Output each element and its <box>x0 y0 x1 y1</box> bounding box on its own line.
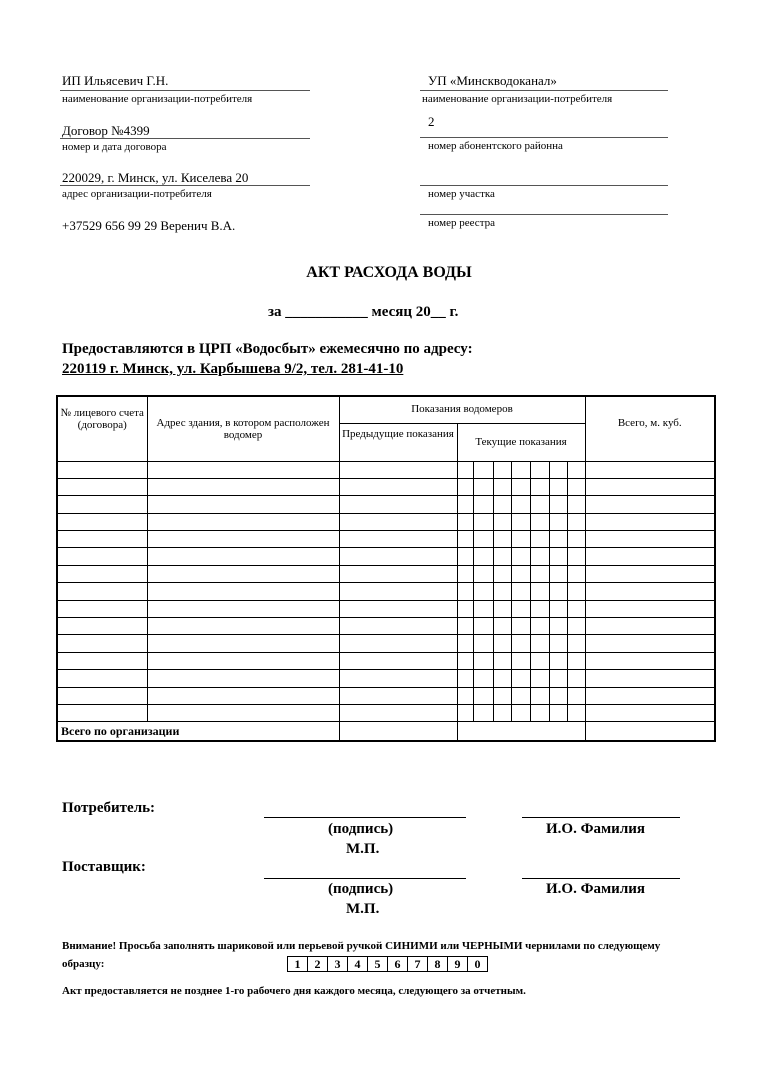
table-cell[interactable] <box>567 461 585 478</box>
site-caption: номер участка <box>428 188 495 200</box>
table-cell[interactable] <box>339 478 457 495</box>
table-cell[interactable] <box>57 583 147 600</box>
table-cell[interactable] <box>457 704 473 721</box>
table-cell[interactable] <box>147 513 339 530</box>
table-cell[interactable] <box>457 496 473 513</box>
table-cell[interactable] <box>585 670 715 687</box>
table-cell[interactable] <box>585 618 715 635</box>
table-cell[interactable] <box>549 565 567 582</box>
table-cell[interactable] <box>339 704 457 721</box>
table-row <box>57 531 715 548</box>
table-cell[interactable] <box>493 496 511 513</box>
table-cell[interactable] <box>473 565 493 582</box>
table-cell[interactable] <box>339 583 457 600</box>
table-cell[interactable] <box>585 652 715 669</box>
table-cell[interactable] <box>530 565 549 582</box>
table-cell[interactable] <box>147 618 339 635</box>
table-cell[interactable] <box>549 618 567 635</box>
table-cell[interactable] <box>473 618 493 635</box>
table-cell[interactable] <box>530 513 549 530</box>
table-cell[interactable] <box>511 600 530 617</box>
table-cell[interactable] <box>567 548 585 565</box>
table-cell[interactable] <box>585 635 715 652</box>
table-cell[interactable] <box>457 635 473 652</box>
table-cell[interactable] <box>585 687 715 704</box>
table-cell[interactable] <box>147 583 339 600</box>
table-cell[interactable] <box>511 461 530 478</box>
table-cell[interactable] <box>585 461 715 478</box>
table-cell[interactable] <box>493 461 511 478</box>
table-cell[interactable] <box>567 513 585 530</box>
table-cell[interactable] <box>493 531 511 548</box>
table-cell[interactable] <box>567 635 585 652</box>
table-cell[interactable] <box>585 531 715 548</box>
period-line: за ___________ месяц 20__ г. <box>268 304 459 320</box>
table-cell[interactable] <box>473 635 493 652</box>
table-cell[interactable] <box>549 635 567 652</box>
table-cell[interactable] <box>57 478 147 495</box>
sample-digit: 3 <box>328 957 348 972</box>
table-cell[interactable] <box>147 600 339 617</box>
submission-line-1: Предоставляются в ЦРП «Водосбыт» ежемесячно по адресу: <box>62 341 473 357</box>
district-caption: номер абонентского районна <box>428 140 563 152</box>
consumer-org-value: ИП Ильясевич Г.Н. <box>62 73 169 88</box>
table-cell[interactable] <box>567 687 585 704</box>
table-cell[interactable] <box>57 565 147 582</box>
table-cell[interactable] <box>585 600 715 617</box>
table-cell[interactable] <box>567 670 585 687</box>
site-line <box>420 185 668 186</box>
consumer-address-line <box>60 185 310 186</box>
table-cell[interactable] <box>147 652 339 669</box>
table-cell[interactable] <box>530 652 549 669</box>
table-cell[interactable] <box>567 652 585 669</box>
table-cell[interactable] <box>457 618 473 635</box>
table-cell[interactable] <box>585 583 715 600</box>
table-cell[interactable] <box>493 565 511 582</box>
table-cell[interactable] <box>567 565 585 582</box>
sample-digit: 8 <box>428 957 448 972</box>
table-cell[interactable] <box>147 496 339 513</box>
table-cell[interactable] <box>511 652 530 669</box>
sample-digit: 9 <box>448 957 468 972</box>
table-cell[interactable] <box>457 652 473 669</box>
attention-note: Внимание! Просьба заполнять шариковой или перьевой ручкой СИНИМИ или ЧЕРНЫМИ чернилами по следующему образцу: <box>62 940 661 970</box>
sample-digit: 2 <box>308 957 328 972</box>
table-cell[interactable] <box>549 600 567 617</box>
consumer-name-caption: И.О. Фамилия <box>546 821 646 837</box>
table-cell[interactable] <box>530 531 549 548</box>
contract-line <box>60 138 310 139</box>
col-current-header: Текущие показания <box>457 423 585 461</box>
table-cell[interactable] <box>339 461 457 478</box>
table-cell[interactable] <box>585 565 715 582</box>
table-cell[interactable] <box>57 461 147 478</box>
supplier-name-caption: И.О. Фамилия <box>546 881 646 897</box>
sample-digit: 7 <box>408 957 428 972</box>
table-cell[interactable] <box>549 461 567 478</box>
table-cell[interactable] <box>530 600 549 617</box>
table-cell[interactable] <box>567 496 585 513</box>
table-cell[interactable] <box>511 565 530 582</box>
table-cell[interactable] <box>530 478 549 495</box>
table-cell[interactable] <box>530 618 549 635</box>
table-cell[interactable] <box>511 478 530 495</box>
consumer-org-line <box>60 90 310 91</box>
table-cell[interactable] <box>57 496 147 513</box>
table-row <box>57 496 715 513</box>
table-cell[interactable] <box>473 531 493 548</box>
table-cell[interactable] <box>493 687 511 704</box>
table-cell[interactable] <box>473 687 493 704</box>
table-cell[interactable] <box>473 461 493 478</box>
table-cell[interactable] <box>339 496 457 513</box>
table-row <box>57 548 715 565</box>
table-cell[interactable] <box>457 583 473 600</box>
table-cell[interactable] <box>147 704 339 721</box>
table-cell[interactable] <box>511 635 530 652</box>
table-cell[interactable] <box>493 583 511 600</box>
table-cell[interactable] <box>147 461 339 478</box>
table-cell[interactable] <box>339 513 457 530</box>
table-cell[interactable] <box>585 704 715 721</box>
supplier-label: Поставщик: <box>62 859 146 875</box>
table-cell[interactable] <box>511 670 530 687</box>
table-cell[interactable] <box>549 478 567 495</box>
table-cell[interactable] <box>493 548 511 565</box>
table-cell[interactable] <box>511 513 530 530</box>
table-cell[interactable] <box>457 513 473 530</box>
sample-digit: 6 <box>388 957 408 972</box>
table-row <box>57 583 715 600</box>
table-cell[interactable] <box>457 548 473 565</box>
table-row <box>57 670 715 687</box>
table-cell[interactable] <box>549 513 567 530</box>
sample-digits <box>287 956 488 972</box>
table-cell[interactable] <box>57 618 147 635</box>
contract-caption: номер и дата договора <box>62 141 167 153</box>
table-cell[interactable] <box>57 670 147 687</box>
table-cell[interactable] <box>147 687 339 704</box>
table-cell[interactable] <box>57 687 147 704</box>
table-cell[interactable] <box>147 548 339 565</box>
consumer-name-line[interactable] <box>522 817 680 818</box>
table-cell[interactable] <box>549 583 567 600</box>
table-cell[interactable] <box>530 704 549 721</box>
table-cell[interactable] <box>493 600 511 617</box>
sample-digit: 0 <box>468 957 488 972</box>
table-cell[interactable] <box>530 496 549 513</box>
col-total-header: Всего, м. куб. <box>585 396 715 461</box>
table-cell[interactable] <box>549 496 567 513</box>
supplier-org-value: УП «Минскводоканал» <box>428 73 557 88</box>
table-cell[interactable] <box>457 565 473 582</box>
table-cell[interactable] <box>457 600 473 617</box>
table-cell[interactable] <box>549 531 567 548</box>
table-cell[interactable] <box>549 670 567 687</box>
table-cell[interactable] <box>585 478 715 495</box>
table-cell[interactable] <box>339 548 457 565</box>
table-cell[interactable] <box>511 548 530 565</box>
table-cell[interactable] <box>493 513 511 530</box>
table-cell[interactable] <box>511 496 530 513</box>
table-cell[interactable] <box>567 600 585 617</box>
table-cell[interactable] <box>473 478 493 495</box>
act-title-text: АКТ РАСХОДА ВОДЫ <box>306 264 472 281</box>
table-cell[interactable] <box>511 687 530 704</box>
water-readings-table <box>56 395 716 742</box>
table-cell[interactable] <box>457 478 473 495</box>
table-cell[interactable] <box>530 461 549 478</box>
table-cell[interactable] <box>473 704 493 721</box>
col-account-header: № лицевого счета (договора) <box>57 396 147 461</box>
district-value: 2 <box>428 114 435 129</box>
total-current-cell[interactable] <box>457 722 585 741</box>
table-cell[interactable] <box>457 461 473 478</box>
table-cell[interactable] <box>147 531 339 548</box>
table-cell[interactable] <box>339 531 457 548</box>
consumer-stamp-caption: М.П. <box>346 841 380 857</box>
table-cell[interactable] <box>511 618 530 635</box>
table-cell[interactable] <box>339 565 457 582</box>
table-cell[interactable] <box>57 600 147 617</box>
table-cell[interactable] <box>511 583 530 600</box>
table-row <box>57 704 715 721</box>
table-cell[interactable] <box>493 618 511 635</box>
consumer-org-caption: наименование организации-потребителя <box>62 93 253 105</box>
table-cell[interactable] <box>567 618 585 635</box>
table-cell[interactable] <box>473 548 493 565</box>
table-cell[interactable] <box>473 600 493 617</box>
table-cell[interactable] <box>339 618 457 635</box>
sample-digit: 1 <box>288 957 308 972</box>
deadline-note: Акт предоставляется не позднее 1-го рабочего дня каждого месяца, следующего за отчетным. <box>62 985 526 997</box>
table-cell[interactable] <box>567 704 585 721</box>
table-row <box>57 565 715 582</box>
supplier-stamp-caption: М.П. <box>346 901 380 917</box>
table-cell[interactable] <box>457 670 473 687</box>
table-cell[interactable] <box>530 583 549 600</box>
table-cell[interactable] <box>147 565 339 582</box>
consumer-signature-line[interactable] <box>264 817 466 818</box>
consumer-address-caption: адрес организации-потребителя <box>62 188 212 200</box>
table-cell[interactable] <box>585 496 715 513</box>
col-previous-header: Предыдущие показания <box>339 423 457 461</box>
consumer-address-value: 220029, г. Минск, ул. Киселева 20 <box>62 170 249 185</box>
district-line <box>420 137 668 138</box>
table-cell[interactable] <box>473 496 493 513</box>
total-sum-cell[interactable] <box>585 722 715 741</box>
supplier-signature-caption: (подпись) <box>328 881 394 897</box>
table-row <box>57 687 715 704</box>
consumer-label: Потребитель: <box>62 800 156 816</box>
table-cell[interactable] <box>147 635 339 652</box>
table-row <box>57 652 715 669</box>
table-cell[interactable] <box>473 513 493 530</box>
registry-line <box>420 214 668 215</box>
table-cell[interactable] <box>567 478 585 495</box>
total-row-label: Всего по организации <box>57 722 339 741</box>
table-cell[interactable] <box>457 531 473 548</box>
table-cell[interactable] <box>530 670 549 687</box>
table-cell[interactable] <box>339 687 457 704</box>
table-cell[interactable] <box>511 704 530 721</box>
contract-value: Договор №4399 <box>62 123 150 138</box>
table-row <box>57 600 715 617</box>
table-cell[interactable] <box>57 531 147 548</box>
table-cell[interactable] <box>457 687 473 704</box>
table-cell[interactable] <box>567 531 585 548</box>
table-cell[interactable] <box>57 635 147 652</box>
table-cell[interactable] <box>147 670 339 687</box>
col-readings-header: Показания водомеров <box>339 396 585 423</box>
table-row <box>57 618 715 635</box>
table-cell[interactable] <box>493 704 511 721</box>
table-cell[interactable] <box>493 670 511 687</box>
table-cell[interactable] <box>493 652 511 669</box>
table-cell[interactable] <box>339 652 457 669</box>
table-row <box>57 513 715 530</box>
col-address-header: Адрес здания, в котором расположен водомер <box>147 396 339 461</box>
table-cell[interactable] <box>511 531 530 548</box>
table-cell[interactable] <box>585 513 715 530</box>
table-cell[interactable] <box>57 548 147 565</box>
table-cell[interactable] <box>549 704 567 721</box>
consumer-signature-caption: (подпись) <box>328 821 394 837</box>
table-cell[interactable] <box>57 704 147 721</box>
table-cell[interactable] <box>57 513 147 530</box>
consumer-phone-value: +37529 656 99 29 Веренич В.А. <box>62 218 236 233</box>
table-cell[interactable] <box>473 670 493 687</box>
table-cell[interactable] <box>493 635 511 652</box>
table-cell[interactable] <box>339 635 457 652</box>
table-cell[interactable] <box>585 548 715 565</box>
supplier-signature-line[interactable] <box>264 878 466 879</box>
table-cell[interactable] <box>530 635 549 652</box>
table-cell[interactable] <box>549 687 567 704</box>
table-cell[interactable] <box>530 687 549 704</box>
table-cell[interactable] <box>549 548 567 565</box>
total-previous-cell[interactable] <box>339 722 457 741</box>
sample-digit: 4 <box>348 957 368 972</box>
sample-digit: 5 <box>368 957 388 972</box>
table-cell[interactable] <box>57 652 147 669</box>
table-cell[interactable] <box>530 548 549 565</box>
table-row <box>57 461 715 478</box>
table-cell[interactable] <box>473 652 493 669</box>
act-title <box>0 264 768 282</box>
table-cell[interactable] <box>339 600 457 617</box>
table-row <box>57 635 715 652</box>
submission-address: 220119 г. Минск, ул. Карбышева 9/2, тел. 281-41-10 <box>62 361 404 377</box>
table-cell[interactable] <box>567 583 585 600</box>
table-row <box>57 478 715 495</box>
supplier-org-caption: наименование организации-потребителя <box>422 93 613 105</box>
supplier-org-line <box>420 90 668 91</box>
table-cell[interactable] <box>493 478 511 495</box>
supplier-name-line[interactable] <box>522 878 680 879</box>
table-cell[interactable] <box>549 652 567 669</box>
table-cell[interactable] <box>147 478 339 495</box>
registry-caption: номер реестра <box>428 217 496 229</box>
table-cell[interactable] <box>339 670 457 687</box>
table-cell[interactable] <box>473 583 493 600</box>
